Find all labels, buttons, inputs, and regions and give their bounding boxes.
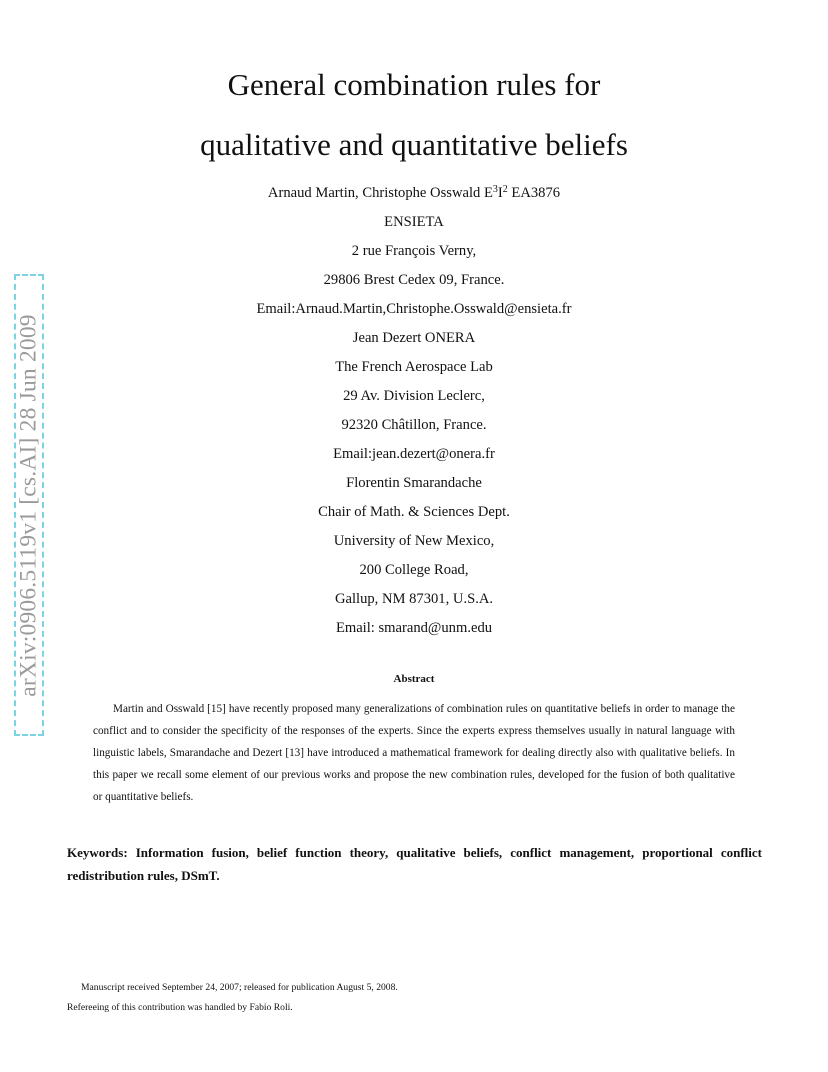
author-line: Gallup, NM 87301, U.S.A. — [334, 591, 494, 607]
author-line: Florentin Smarandache — [346, 475, 482, 491]
author-line: University of New Mexico, — [333, 533, 495, 549]
keywords: Keywords: Information fusion, belief function theory, qualitative beliefs, conflict management, proportional conflict redistribution rules, DSmT. — [67, 845, 762, 883]
author-line: 29 Av. Division Leclerc, — [343, 388, 485, 404]
author-superscript: 3 — [492, 184, 498, 195]
author-line: Email:jean.dezert@onera.fr — [333, 446, 495, 462]
author-line: 200 College Road, — [359, 562, 469, 578]
author-block — [0, 182, 828, 646]
author-line: 2 rue François Verny, — [351, 243, 477, 259]
arxiv-identifier: arXiv:0906.5119v1 [cs.AI] 28 Jun 2009 — [15, 313, 42, 697]
author-line: Jean Dezert ONERA — [352, 330, 476, 346]
abstract-paragraph: Martin and Osswald [15] have recently proposed many generalizations of combination rules on quantitative beliefs in order to manage the conflict and to consider the specificity of the responses of the experts. Since the experts express themselves usually in natural language with linguistic labels, Smarandache and Dezert [13] have introduced a mathematical framework for dealing directly also with qualitative beliefs. In this paper we recall some element of our previous works and propose the new combination rules, developed for the fusion of both qualitative or quantitative beliefs. — [93, 703, 735, 804]
paper-title-line-1: General combination rules for — [227, 67, 601, 102]
author-line — [0, 182, 828, 211]
author-line: Email: smarand@unm.edu — [335, 620, 493, 636]
author-line: Email:Arnaud.Martin,Christophe.Osswald@ensieta.fr — [256, 301, 572, 317]
author-line: ENSIETA — [384, 214, 444, 230]
abstract-heading: Abstract — [393, 673, 435, 685]
author-superscript: 2 — [502, 184, 508, 195]
footnote-received: Manuscript received September 24, 2007; released for publication August 5, 2008. — [81, 982, 398, 993]
author-lab-code: EA3876 — [507, 185, 561, 201]
author-line: 92320 Châtillon, France. — [341, 417, 487, 433]
author-lab-letter: I — [497, 185, 503, 201]
author-line: The French Aerospace Lab — [335, 359, 493, 375]
author-names: Arnaud Martin, Christophe Osswald E — [267, 185, 493, 201]
paper-title-line-2: qualitative and quantitative beliefs — [200, 127, 628, 162]
author-line: 29806 Brest Cedex 09, France. — [323, 272, 505, 288]
abstract-text — [93, 698, 735, 808]
footnote-refereeing: Refereeing of this contribution was handled by Fabio Roli. — [67, 1002, 293, 1013]
author-line: Chair of Math. & Sciences Dept. — [318, 504, 510, 520]
